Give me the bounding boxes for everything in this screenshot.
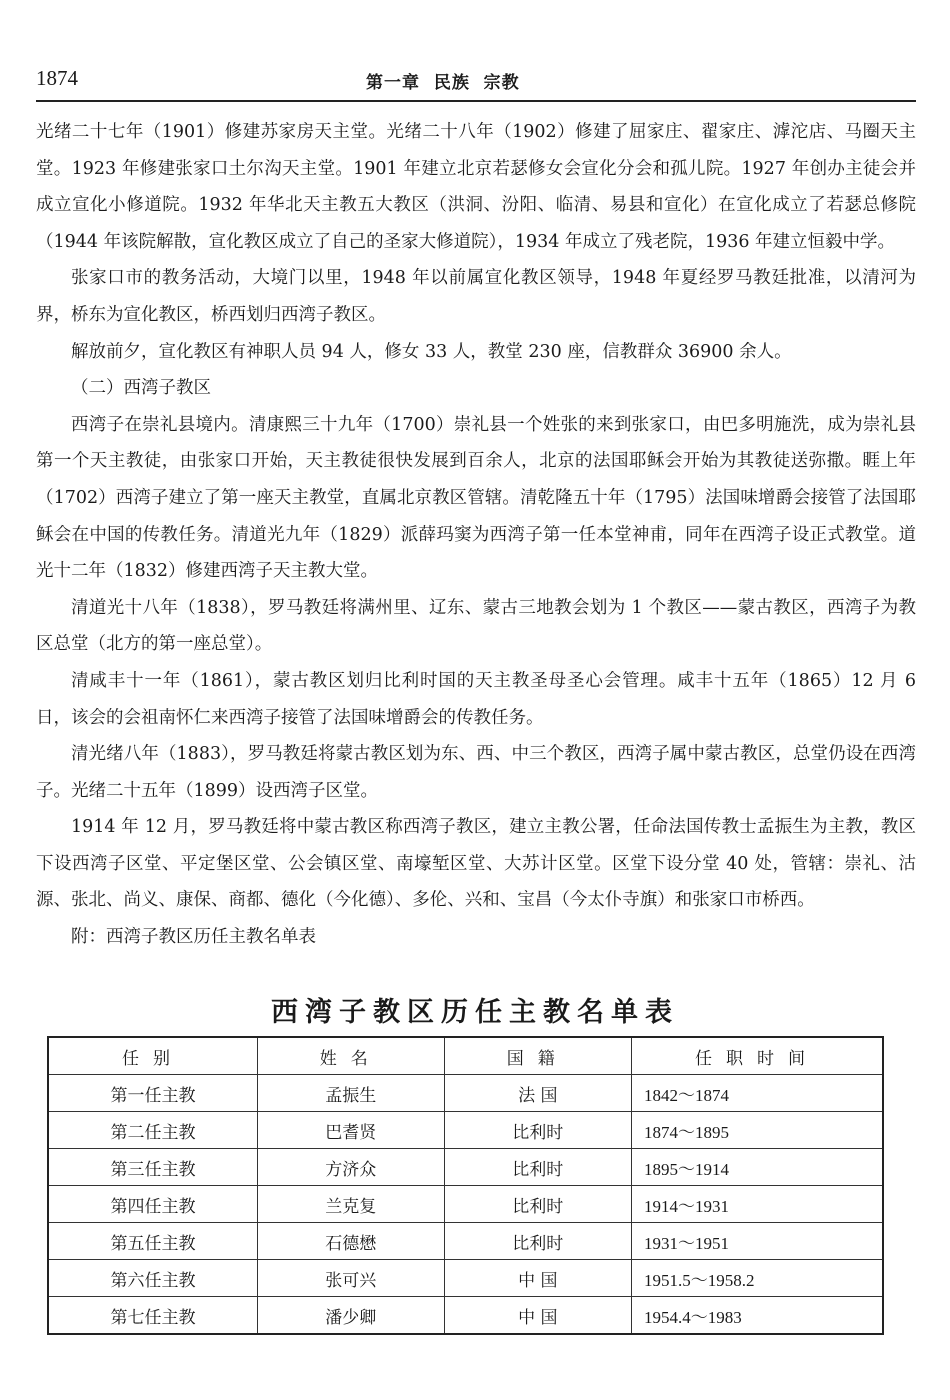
name-cell: 兰克复: [257, 1186, 444, 1223]
nationality-cell: 中 国: [444, 1297, 632, 1335]
nationality-cell: 比利时: [444, 1149, 632, 1186]
tenure-cell: 1895～1914: [632, 1149, 883, 1186]
table-row: [48, 1149, 883, 1186]
section-heading: （二）西湾子教区: [71, 378, 211, 399]
column-header-name: 姓名: [257, 1037, 444, 1075]
name-cell: 石德懋: [257, 1223, 444, 1260]
tenure-cell: 1842～1874: [632, 1075, 883, 1112]
header-rule: [36, 100, 916, 102]
body-text: [36, 114, 916, 956]
rank-cell: 第七任主教: [48, 1297, 257, 1335]
name-cell: 张可兴: [257, 1260, 444, 1297]
name-cell: 潘少卿: [257, 1297, 444, 1335]
rank-cell: 第四任主教: [48, 1186, 257, 1223]
name-cell: 孟振生: [257, 1075, 444, 1112]
bishop-roster-table: [47, 1036, 884, 1335]
paragraph: 张家口市的教务活动，大境门以里，1948 年以前属宣化教区领导，1948 年夏经罗马教廷批准，以清河为界，桥东为宣化教区，桥西划归西湾子教区。: [36, 268, 916, 325]
table-row: [48, 1075, 883, 1112]
tenure-cell: 1954.4～1983: [632, 1297, 883, 1335]
rank-cell: 第五任主教: [48, 1223, 257, 1260]
table-row: [48, 1112, 883, 1149]
paragraph: 清光绪八年（1883），罗马教廷将蒙古教区划为东、西、中三个教区，西湾子属中蒙古教区，总堂仍设在西湾子。光绪二十五年（1899）设西湾子区堂。: [36, 744, 916, 801]
paragraph: 1914 年 12 月，罗马教廷将中蒙古教区称西湾子教区，建立主教公署，任命法国传教士孟振生为主教，教区下设西湾子区堂、平定堡区堂、公会镇区堂、南壕堑区堂、大苏计区堂。区堂下设分堂 40 处，管辖：崇礼、沽源、张北、尚义、康保、商都、德化（今化德）、多伦、兴和、宝昌（今太仆寺旗）和张家口市桥西。: [36, 817, 916, 911]
page-number: 1874: [36, 66, 78, 90]
table-row: [48, 1297, 883, 1335]
column-header-tenure: 任职时间: [632, 1037, 883, 1075]
column-header-rank: 任别: [48, 1037, 257, 1075]
tenure-cell: 1914～1931: [632, 1186, 883, 1223]
name-cell: 巴耆贤: [257, 1112, 444, 1149]
name-cell: 方济众: [257, 1149, 444, 1186]
rank-cell: 第二任主教: [48, 1112, 257, 1149]
tenure-cell: 1931～1951: [632, 1223, 883, 1260]
running-head: 第一章 民族 宗教: [366, 73, 520, 93]
nationality-cell: 法 国: [444, 1075, 632, 1112]
table-row: [48, 1260, 883, 1297]
rank-cell: 第六任主教: [48, 1260, 257, 1297]
paragraph: 解放前夕，宣化教区有神职人员 94 人，修女 33 人，教堂 230 座，信教群众 36900 余人。: [71, 341, 792, 362]
paragraph: 清咸丰十一年（1861），蒙古教区划归比利时国的天主教圣母圣心会管理。咸丰十五年（1865）12 月 6 日，该会的会祖南怀仁来西湾子接管了法国味增爵会的传教任务。: [36, 670, 916, 728]
paragraph: 清道光十八年（1838），罗马教廷将满州里、辽东、蒙古三地教会划为 1 个教区——蒙古教区，西湾子为教区总堂（北方的第一座总堂）。: [36, 597, 916, 655]
nationality-cell: 比利时: [444, 1112, 632, 1149]
column-header-nationality: 国籍: [444, 1037, 632, 1075]
tenure-cell: 1874～1895: [632, 1112, 883, 1149]
page-header: [36, 62, 916, 96]
table-header-row: [48, 1037, 883, 1075]
paragraph: 光绪二十七年（1901）修建苏家房天主堂。光绪二十八年（1902）修建了屈家庄、翟家庄、滹沱店、马圈天主堂。1923 年修建张家口土尔沟天主堂。1901 年建立北京若瑟修女会宣化分会和孤儿院。1927 年创办主徒会并成立宣化小修道院。1932 年华北天主教五大教区（洪洞、汾阳、临清、易县和宣化）在宣化成立了若瑟总修院（1944 年该院解散，宣化教区成立了自己的圣家大修道院），1934 年成立了残老院，1936 年建立恒毅中学。: [36, 122, 916, 252]
nationality-cell: 比利时: [444, 1186, 632, 1223]
table-row: [48, 1223, 883, 1260]
tenure-cell: 1951.5～1958.2: [632, 1260, 883, 1297]
table-row: [48, 1186, 883, 1223]
paragraph: 西湾子在崇礼县境内。清康熙三十九年（1700）崇礼县一个姓张的来到张家口，由巴多明施洗，成为崇礼县第一个天主教徒，由张家口开始，天主教徒很快发展到百余人，北京的法国耶稣会开始为其教徒送弥撒。睚上年（1702）西湾子建立了第一座天主教堂，直属北京教区管辖。清乾隆五十年（1795）法国味增爵会接管了法国耶稣会在中国的传教任务。清道光九年（1829）派薛玛窦为西湾子第一任本堂神甫，同年在西湾子设正式教堂。道光十二年（1832）修建西湾子天主教大堂。: [36, 414, 916, 582]
rank-cell: 第三任主教: [48, 1149, 257, 1186]
nationality-cell: 中 国: [444, 1260, 632, 1297]
rank-cell: 第一任主教: [48, 1075, 257, 1112]
nationality-cell: 比利时: [444, 1223, 632, 1260]
table-title: 西湾子教区历任主教名单表: [271, 997, 679, 1028]
appendix-note: 附：西湾子教区历任主教名单表: [71, 927, 316, 948]
